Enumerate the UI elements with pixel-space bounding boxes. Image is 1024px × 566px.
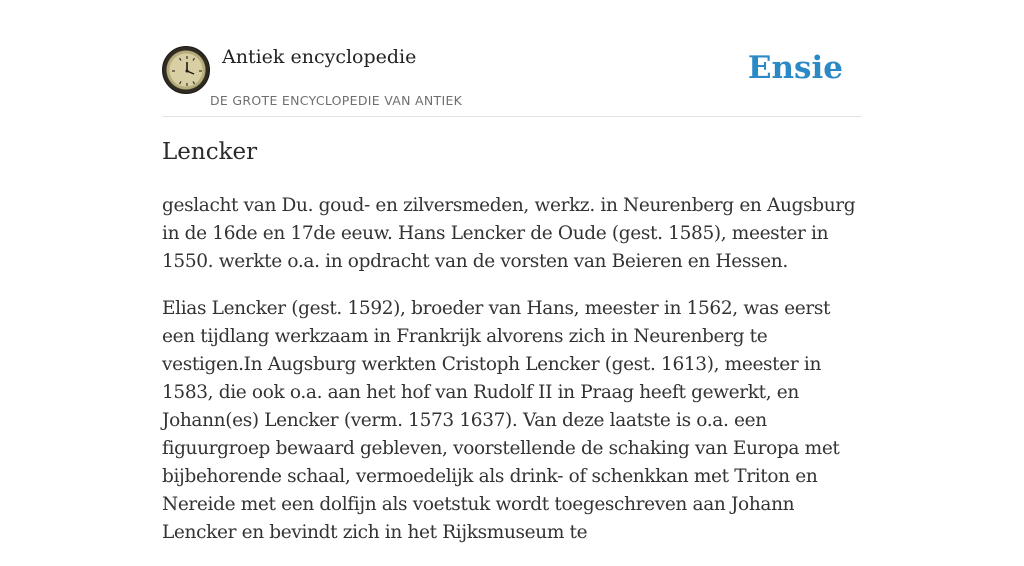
brand-logo-link[interactable]: Ensie [747,50,843,86]
page [162,0,862,543]
site-title[interactable]: Antiek encyclopedie [222,46,417,68]
article-body [162,192,862,566]
article-paragraph-2: Elias Lencker (gest. 1592), broeder van Hans, meester in 1562, was eerst een tijdlang werkzaam in Frankrijk alvorens zich in Neurenberg te vestigen.In Augsburg werkten Cristoph Lencker (gest. 1613), meester in 1583, die ook o.a. aan het hof van Rudolf II in Praag heeft gewerkt, en Johann(es) Lencker (verm. 1573 1637). Van deze laatste is o.a. een figuurgroep bewaard gebleven, voorstellende de schaking van Europa met bijbehorende schaal, vermoedelijk als drink- of schenkkan met Triton en Nereide met een dolfijn als voetstuk wordt toegeschreven aan Johann Lencker en bevindt zich in het Rijksmuseum te [162,298,840,543]
site-subtitle: DE GROTE ENCYCLOPEDIE VAN ANTIEK [210,93,463,108]
site-header [162,0,862,117]
article-title: Lencker [162,139,258,165]
clock-icon[interactable] [162,46,210,94]
article-paragraph-1: geslacht van Du. goud- en zilversmeden, werkz. in Neurenberg en Augsburg in de 16de en 17de eeuw. Hans Lencker de Oude (gest. 1585), meester in 1550. werkte o.a. in opdracht van de vorsten van Beieren en Hessen. [162,195,856,272]
